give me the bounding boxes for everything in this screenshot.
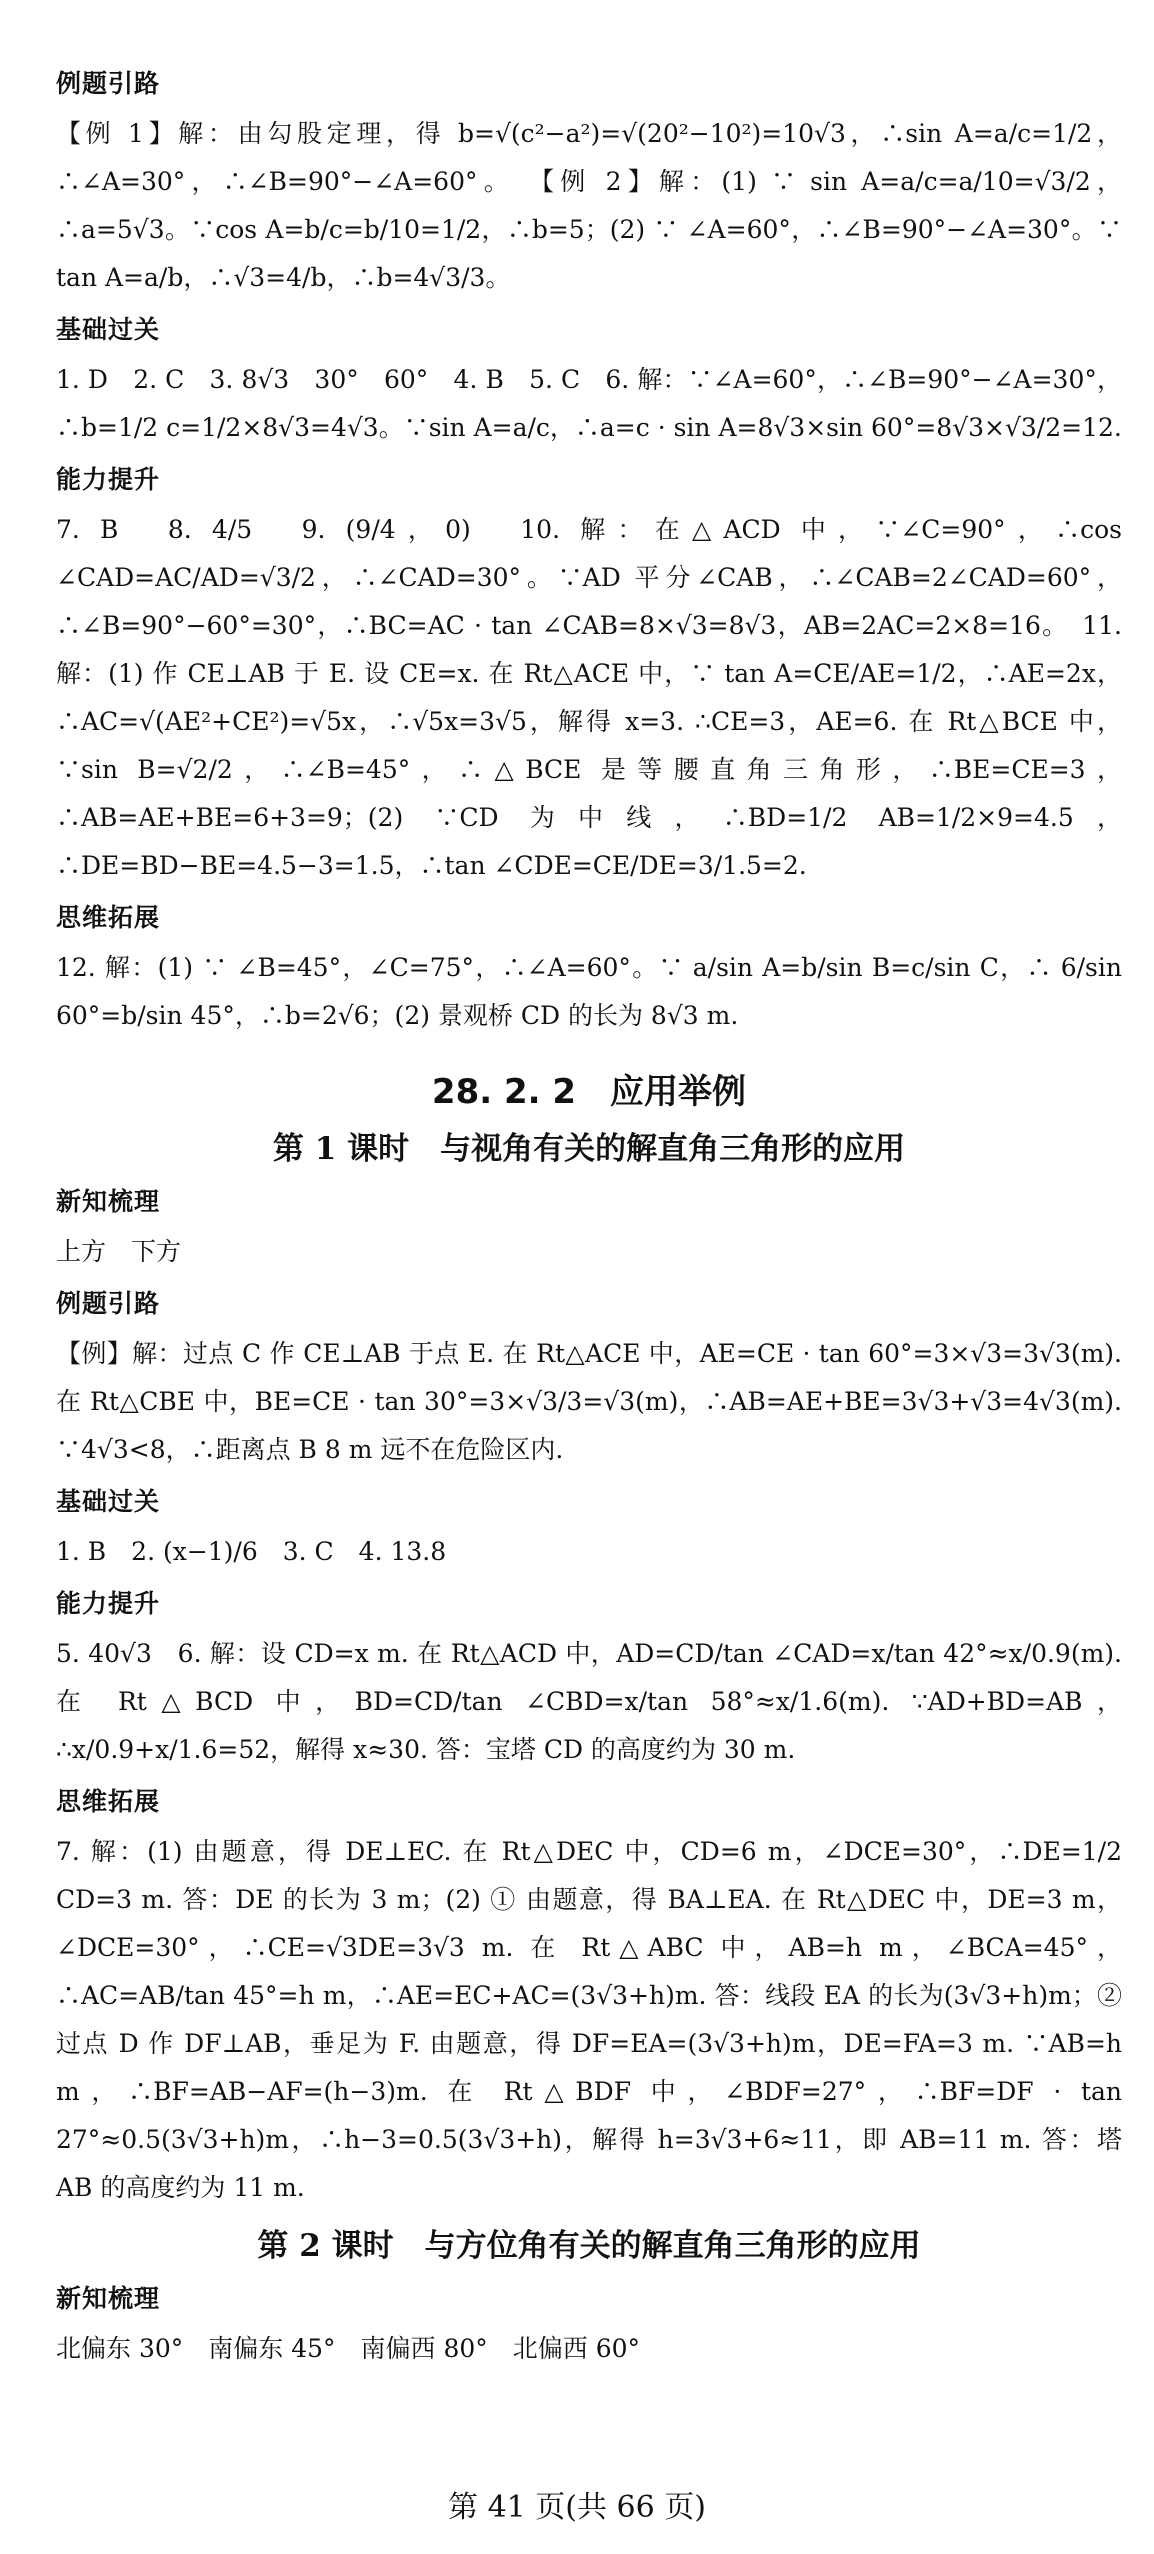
answer-paragraph: 【例】解：过点 C 作 CE⊥AB 于点 E. 在 Rt△ACE 中，AE=CE · tan 60°=3×√3=3√3(m). 在 Rt△CBE 中，BE=CE · tan 30°=3×√3/3=√3(m)，∴AB=AE+BE=3√3+√3=4√3(m). ∵4√3<8，∴距离点 B 8 m 远不在危险区内. — [56, 1339, 1122, 1464]
page-content — [56, 64, 1122, 2373]
section-heading: 能力提升 — [56, 1589, 161, 1618]
section-heading: 例题引路 — [56, 69, 161, 98]
section-heading: 基础过关 — [56, 315, 161, 344]
section-heading: 能力提升 — [56, 465, 161, 494]
answer-paragraph: 12. 解：(1) ∵ ∠B=45°，∠C=75°，∴∠A=60°。∵ a/sin A=b/sin B=c/sin C，∴ 6/sin 60°=b/sin 45°，∴b=2√6；(2) 景观桥 CD 的长为 8√3 m. — [56, 953, 1122, 1030]
answer-paragraph: 1. B 2. (x−1)/6 3. C 4. 13.8 — [56, 1537, 447, 1566]
answer-paragraph: 【例 1】解：由勾股定理，得 b=√(c²−a²)=√(20²−10²)=10√3，∴sin A=a/c=1/2，∴∠A=30°，∴∠B=90°−∠A=60°。 【例 2】解：(1) ∵ sin A=a/c=a/10=√3/2，∴a=5√3。∵cos A=b/c=b/10=1/2，∴b=5；(2) ∵ ∠A=60°，∴∠B=90°−∠A=30°。∵ tan A=a/b，∴√3=4/b，∴b=4√3/3。 — [56, 119, 1122, 292]
section-heading: 基础过关 — [56, 1487, 161, 1516]
answer-paragraph: 7. B 8. 4/5 9. (9/4，0) 10. 解：在△ACD 中，∵∠C=90°，∴cos ∠CAD=AC/AD=√3/2，∴∠CAD=30°。∵AD 平分∠CAB，∴∠CAB=2∠CAD=60°，∴∠B=90°−60°=30°，∴BC=AC · tan ∠CAB=8×√3=8√3，AB=2AC=2×8=16。 11. 解：(1) 作 CE⊥AB 于 E. 设 CE=x. 在 Rt△ACE 中，∵ tan A=CE/AE=1/2，∴AE=2x，∴AC=√(AE²+CE²)=√5x，∴√5x=3√5，解得 x=3. ∴CE=3，AE=6. 在 Rt△BCE 中，∵sin B=√2/2，∴∠B=45°，∴△BCE 是等腰直角三角形，∴BE=CE=3，∴AB=AE+BE=6+3=9；(2) ∵CD 为中线，∴BD=1/2 AB=1/2×9=4.5，∴DE=BD−BE=4.5−3=1.5，∴tan ∠CDE=CE/DE=3/1.5=2. — [56, 515, 1122, 880]
answer-paragraph: 上方 下方 — [56, 1237, 182, 1266]
section-heading: 思维拓展 — [56, 1787, 161, 1816]
section-heading: 新知梳理 — [56, 2284, 161, 2313]
answer-paragraph: 1. D 2. C 3. 8√3 30° 60° 4. B 5. C 6. 解：∵∠A=60°，∴∠B=90°−∠A=30°，∴b=1/2 c=1/2×8√3=4√3。∵sin A=a/c，∴a=c · sin A=8√3×sin 60°=8√3×√3/2=12. — [56, 365, 1122, 442]
answer-paragraph: 7. 解：(1) 由题意，得 DE⊥EC. 在 Rt△DEC 中，CD=6 m，∠DCE=30°，∴DE=1/2 CD=3 m. 答：DE 的长为 3 m；(2) ① 由题意，得 BA⊥EA. 在 Rt△DEC 中，DE=3 m，∠DCE=30°，∴CE=√3DE=3√3 m. 在 Rt△ABC 中，AB=h m，∠BCA=45°，∴AC=AB/tan 45°=h m，∴AE=EC+AC=(3√3+h)m. 答：线段 EA 的长为(3√3+h)m；② 过点 D 作 DF⊥AB，垂足为 F. 由题意，得 DF=EA=(3√3+h)m，DE=FA=3 m. ∵AB=h m，∴BF=AB−AF=(h−3)m. 在 Rt△BDF 中，∠BDF=27°，∴BF=DF · tan 27°≈0.5(3√3+h)m，∴h−3=0.5(3√3+h)，解得 h=3√3+6≈11，即 AB=11 m. 答：塔 AB 的高度约为 11 m. — [56, 1837, 1122, 2202]
answer-paragraph: 北偏东 30° 南偏东 45° 南偏西 80° 北偏西 60° — [56, 2334, 641, 2363]
lesson-title: 第 2 课时 与方位角有关的解直角三角形的应用 — [257, 2228, 921, 2264]
lesson-title: 第 1 课时 与视角有关的解直角三角形的应用 — [272, 1131, 906, 1167]
chapter-section-title: 28. 2. 2 应用举例 — [431, 1072, 747, 1112]
section-heading: 例题引路 — [56, 1289, 161, 1318]
section-heading: 新知梳理 — [56, 1187, 161, 1216]
answer-paragraph: 5. 40√3 6. 解：设 CD=x m. 在 Rt△ACD 中，AD=CD/tan ∠CAD=x/tan 42°≈x/0.9(m). 在 Rt△BCD 中，BD=CD/tan ∠CBD=x/tan 58°≈x/1.6(m). ∵AD+BD=AB，∴x/0.9+x/1.6=52，解得 x≈30. 答：宝塔 CD 的高度约为 30 m. — [56, 1639, 1122, 1764]
page-footer: 第 41 页(共 66 页) — [448, 2490, 706, 2525]
section-heading: 思维拓展 — [56, 903, 161, 932]
